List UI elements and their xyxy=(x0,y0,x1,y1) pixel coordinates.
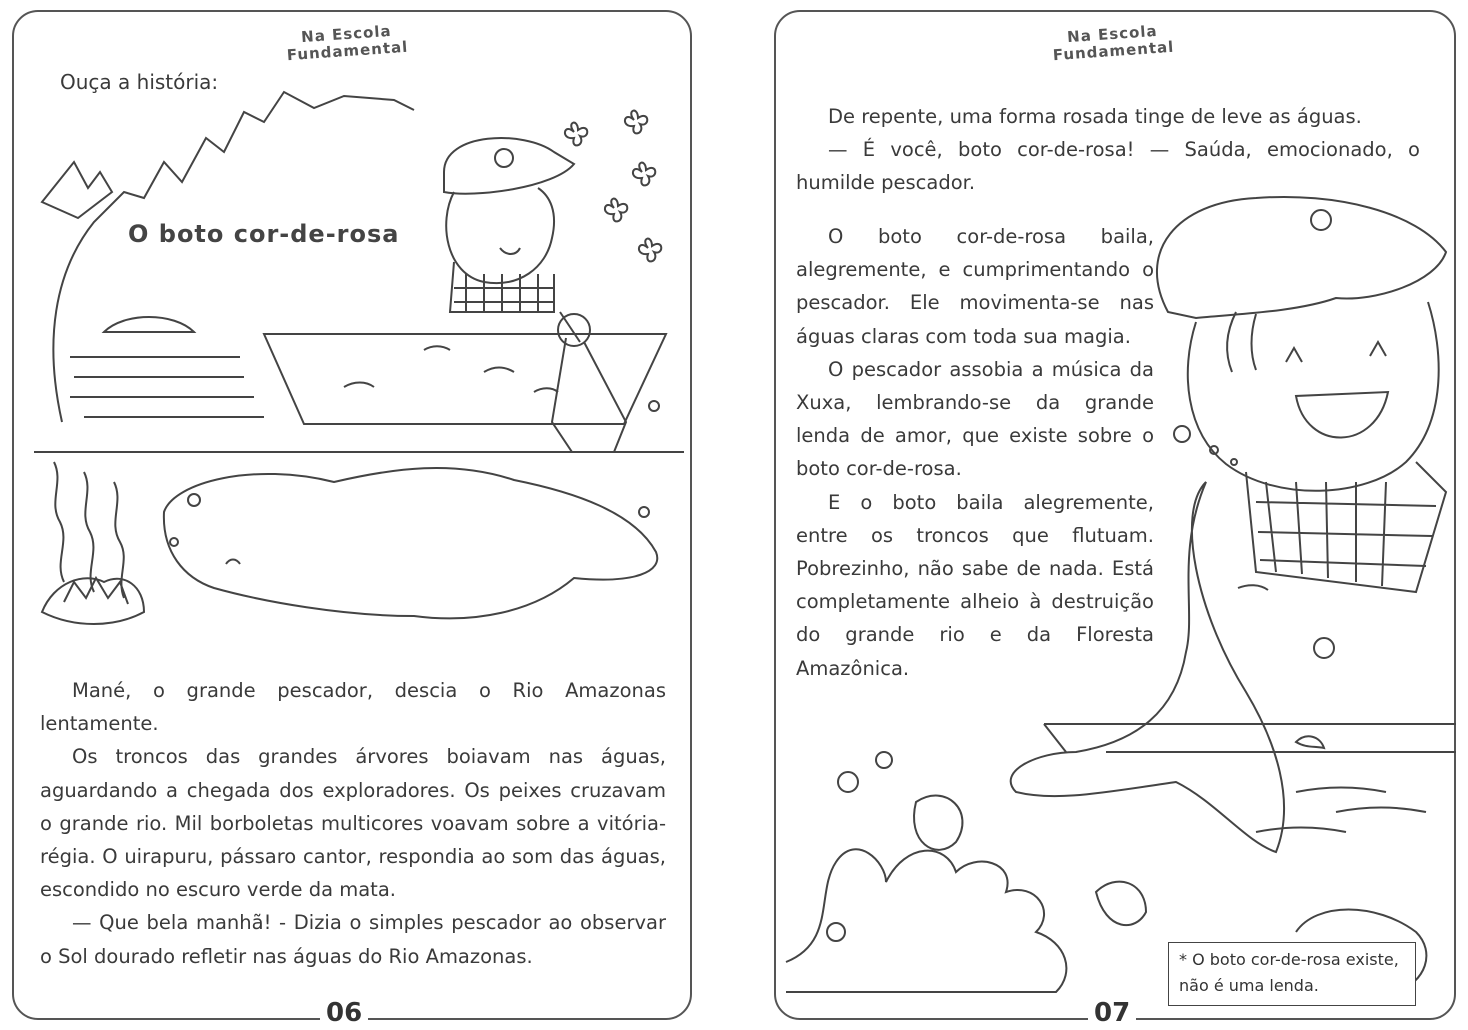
note-box: * O boto cor-de-rosa existe, não é uma lenda. xyxy=(1168,942,1416,1006)
logo-text: Na Escola Fundamental xyxy=(1052,21,1175,65)
intro-label: Ouça a história: xyxy=(60,70,219,94)
right-top-text xyxy=(796,100,1420,200)
left-story-text xyxy=(40,674,666,973)
paragraph: De repente, uma forma rosada tinge de leve as águas. xyxy=(828,105,1362,128)
river-scene-illustration xyxy=(14,12,694,652)
left-page xyxy=(12,10,692,1028)
right-side-text xyxy=(796,220,1154,685)
paragraph: Mané, o grande pescador, descia o Rio Amazonas lentamente. xyxy=(40,679,666,736)
page-number: 07 xyxy=(1088,998,1136,1028)
paragraph: — Que bela manhã! - Dizia o simples pescador ao observar o Sol dourado refletir nas águas do Rio Amazonas. xyxy=(40,911,666,968)
paragraph: Os troncos das grandes árvores boiavam nas águas, aguardando a chegada dos exploradores. Os peixes cruzavam o grande rio. Mil borboletas multicores voavam sobre a vitória-régia. O uirapuru, pássaro cantor, respondia ao som das águas, escondido no escuro verde da mata. xyxy=(40,745,666,902)
paragraph: O boto cor-de-rosa baila, alegremente, e cumprimentando o pescador. Ele movimenta-se nas águas claras com toda sua magia. xyxy=(796,225,1154,348)
page-number: 06 xyxy=(320,998,368,1028)
paragraph: E o boto baila alegremente, entre os troncos que flutuam. Pobrezinho, não sabe de nada. Está completamente alheio à destruição do grande rio e da Floresta Amazônica. xyxy=(796,490,1154,680)
right-page xyxy=(774,10,1456,1028)
logo-text: Na Escola Fundamental xyxy=(286,21,409,65)
story-title: O boto cor-de-rosa xyxy=(124,218,403,251)
paragraph: — É você, boto cor-de-rosa! — Saúda, emocionado, o humilde pescador. xyxy=(796,138,1420,195)
paragraph: O pescador assobia a música da Xuxa, lembrando-se da grande lenda de amor, que existe sobre o boto cor-de-rosa. xyxy=(796,357,1154,481)
